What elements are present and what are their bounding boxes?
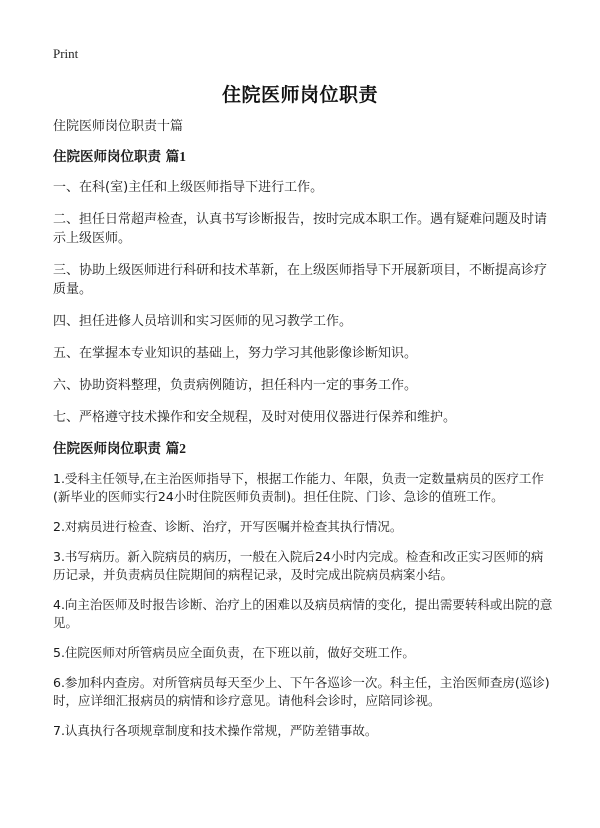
section-heading-1-number: 1 (179, 149, 186, 164)
section-1-item: 二、担任日常超声检查，认真书写诊断报告，按时完成本职工作。遇有疑难问题及时请示上级医师。 (53, 212, 548, 246)
section-1-item: 四、担任进修人员培训和实习医师的见习教学工作。 (53, 314, 353, 329)
document-subtitle: 住院医师岗位职责十篇 (53, 119, 184, 134)
section-2-item: 3.书写病历。新入院病员的病历，一般在入院后24小时内完成。检查和改正实习医师的病历记录，并负责病员住院期间的病程记录，及时完成出院病员病案小结。 (53, 549, 544, 582)
section-2-item: 6.参加科内查房。对所管病员每天至少上、下午各巡诊一次。科主任，主治医师查房(巡诊)时，应详细汇报病员的病情和诊疗意见。请他科会诊时，应陪同诊视。 (53, 675, 550, 708)
section-2-item: 2.对病员进行检查、诊断、治疗，开写医嘱并检查其执行情况。 (53, 519, 403, 534)
section-heading-2-label: 住院医师岗位职责 篇 (53, 441, 180, 457)
section-1-item: 七、严格遵守技术操作和安全规程，及时对使用仪器进行保养和维护。 (53, 410, 457, 425)
section-2-item: 1.受科主任领导,在主治医师指导下，根据工作能力、年限，负责一定数量病员的医疗工作(新毕业的医师实行24小时住院医师负责制)。担任住院、门诊、急诊的值班工作。 (53, 471, 544, 504)
section-heading-1-label: 住院医师岗位职责 篇 (53, 149, 180, 165)
section-2-item: 5.住院医师对所管病员应全面负责，在下班以前，做好交班工作。 (53, 645, 415, 660)
print-link[interactable]: Print (53, 46, 79, 61)
section-heading-1 (53, 148, 553, 166)
section-2-item: 4.向主治医师及时报告诊断、治疗上的困难以及病员病情的变化，提出需要转科或出院的意见。 (53, 597, 553, 630)
section-heading-2-number: 2 (179, 441, 186, 456)
section-1-item: 六、协助资料整理，负责病例随访，担任科内一定的事务工作。 (53, 378, 418, 393)
section-1-item: 一、在科(室)主任和上级医师指导下进行工作。 (53, 180, 324, 195)
section-2-item: 7.认真执行各项规章制度和技术操作常规，严防差错事故。 (53, 723, 378, 738)
section-1-item: 三、协助上级医师进行科研和技术革新，在上级医师指导下开展新项目，不断提高诊疗质量。 (53, 263, 548, 297)
page-title: 住院医师岗位职责 (221, 84, 378, 106)
section-1-item: 五、在掌握本专业知识的基础上，努力学习其他影像诊断知识。 (53, 346, 418, 361)
section-heading-2 (53, 440, 553, 458)
document-body (53, 118, 553, 752)
